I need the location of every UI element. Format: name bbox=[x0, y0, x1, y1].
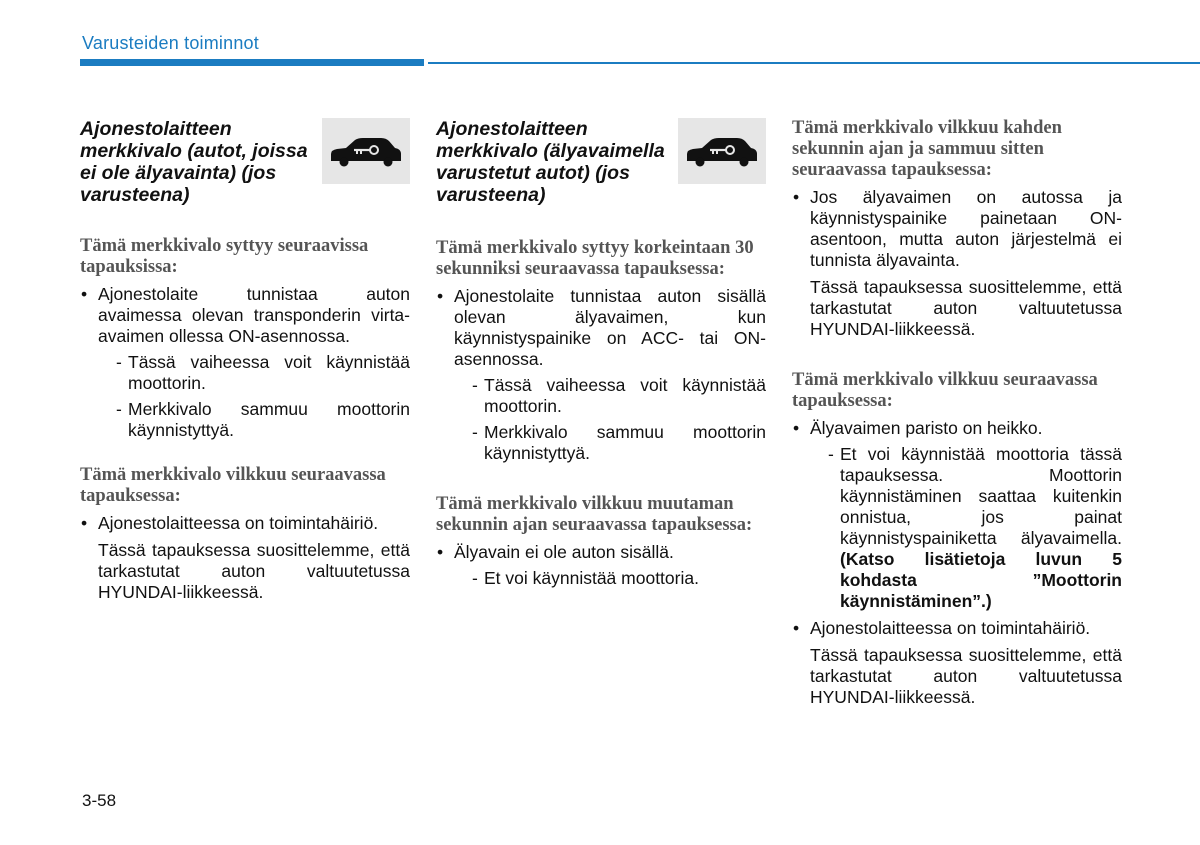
indicator-icon-box bbox=[322, 118, 410, 184]
header-bar-thin bbox=[428, 62, 1200, 64]
dash-item: - Et voi käynnistää moottoria. bbox=[454, 568, 766, 589]
column-2 bbox=[436, 118, 766, 589]
dash-item: - Merkkivalo sammuu moottorin käynnistyttyä. bbox=[98, 399, 410, 441]
col3-subheading-1: Tämä merkkivalo vilkkuu kahden sekunnin ajan ja sammuu sitten seuraavassa tapauksessa: bbox=[792, 118, 1062, 180]
dash-item: - Tässä vaiheessa voit käynnistää moottorin. bbox=[98, 352, 410, 394]
bullet-text: Ajonestolaitteessa on toimintahäiriö. bbox=[810, 618, 1091, 638]
bullet-text: Älyavaimen paristo on heikko. bbox=[810, 418, 1043, 438]
bullet-text: Ajonestolaite tunnistaa auton avaimessa olevan transponderin virta-avaimen ollessa ON-asennossa. bbox=[98, 284, 410, 346]
dash-item: - Tässä vaiheessa voit käynnistää moottorin. bbox=[454, 375, 766, 417]
note-text: Tässä tapauksessa suosittelemme, että tarkastutat auton valtuutetussa HYUNDAI-liikkeessä. bbox=[810, 645, 1122, 707]
dash-item bbox=[810, 444, 1122, 612]
header-bar-thick bbox=[80, 59, 424, 66]
page-number: 3-58 bbox=[82, 791, 117, 810]
bullet-text: Jos älyavaimen on autossa ja käynnistyspainike painetaan ON-asentoon, mutta auton järjestelmä ei tunnista älyavainta. bbox=[810, 187, 1122, 270]
col2-heading: Ajonestolaitteen merkkivalo (älyavaimella varustetut autot) (jos varusteena) bbox=[436, 118, 665, 206]
bullet-text: Ajonestolaite tunnistaa auton sisällä olevan älyavaimen, kun käynnistyspainike on ACC- tai ON-asennossa. bbox=[454, 286, 766, 369]
col2-heading-row bbox=[436, 118, 766, 206]
col1-heading: Ajonestolaitteen merkkivalo (autot, joissa ei ole älyavainta) (jos varusteena) bbox=[80, 118, 308, 206]
car-key-icon bbox=[327, 135, 405, 167]
bullet-text: Älyavain ei ole auton sisällä. bbox=[454, 542, 674, 562]
col1-subheading-2: Tämä merkkivalo vilkkuu seuraavassa tapauksessa: bbox=[80, 465, 386, 506]
list-item bbox=[80, 284, 410, 441]
column-1 bbox=[80, 118, 410, 603]
col1-subheading-1: Tämä merkkivalo syttyy seuraavissa tapauksissa: bbox=[80, 236, 369, 277]
col2-subheading-1: Tämä merkkivalo syttyy korkeintaan 30 sekunniksi seuraavassa tapauksessa: bbox=[436, 238, 754, 279]
cross-reference: (Katso lisätietoja luvun 5 kohdasta ”Moottorin käynnistäminen”.) bbox=[840, 549, 1122, 611]
list-item bbox=[792, 418, 1122, 612]
note-text: Tässä tapauksessa suosittelemme, että tarkastutat auton valtuutetussa HYUNDAI-liikkeessä. bbox=[810, 277, 1122, 339]
list-item bbox=[792, 618, 1122, 639]
list-item bbox=[436, 542, 766, 589]
col1-heading-row bbox=[80, 118, 410, 206]
section-title: Varusteiden toiminnot bbox=[82, 33, 259, 53]
col2-subheading-2: Tämä merkkivalo vilkkuu muutaman sekunnin ajan seuraavassa tapauksessa: bbox=[436, 494, 753, 535]
note-text: Tässä tapauksessa suosittelemme, että tarkastutat auton valtuutetussa HYUNDAI-liikkeessä. bbox=[98, 540, 410, 602]
col3-subheading-2: Tämä merkkivalo vilkkuu seuraavassa tapauksessa: bbox=[792, 370, 1098, 411]
dash-item: - Merkkivalo sammuu moottorin käynnistyttyä. bbox=[454, 422, 766, 464]
column-3 bbox=[792, 118, 1122, 708]
indicator-icon-box bbox=[678, 118, 766, 184]
car-key-icon bbox=[683, 135, 761, 167]
list-item bbox=[80, 513, 410, 534]
list-item bbox=[792, 187, 1122, 271]
bullet-text: Ajonestolaitteessa on toimintahäiriö. bbox=[98, 513, 379, 533]
dash-text: Et voi käynnistää moottoria tässä tapauksessa. Moottorin käynnistäminen saattaa kuitenkin onnistua, jos painat käynnistyspainiketta älyavaimella. bbox=[840, 444, 1122, 548]
list-item bbox=[436, 286, 766, 464]
